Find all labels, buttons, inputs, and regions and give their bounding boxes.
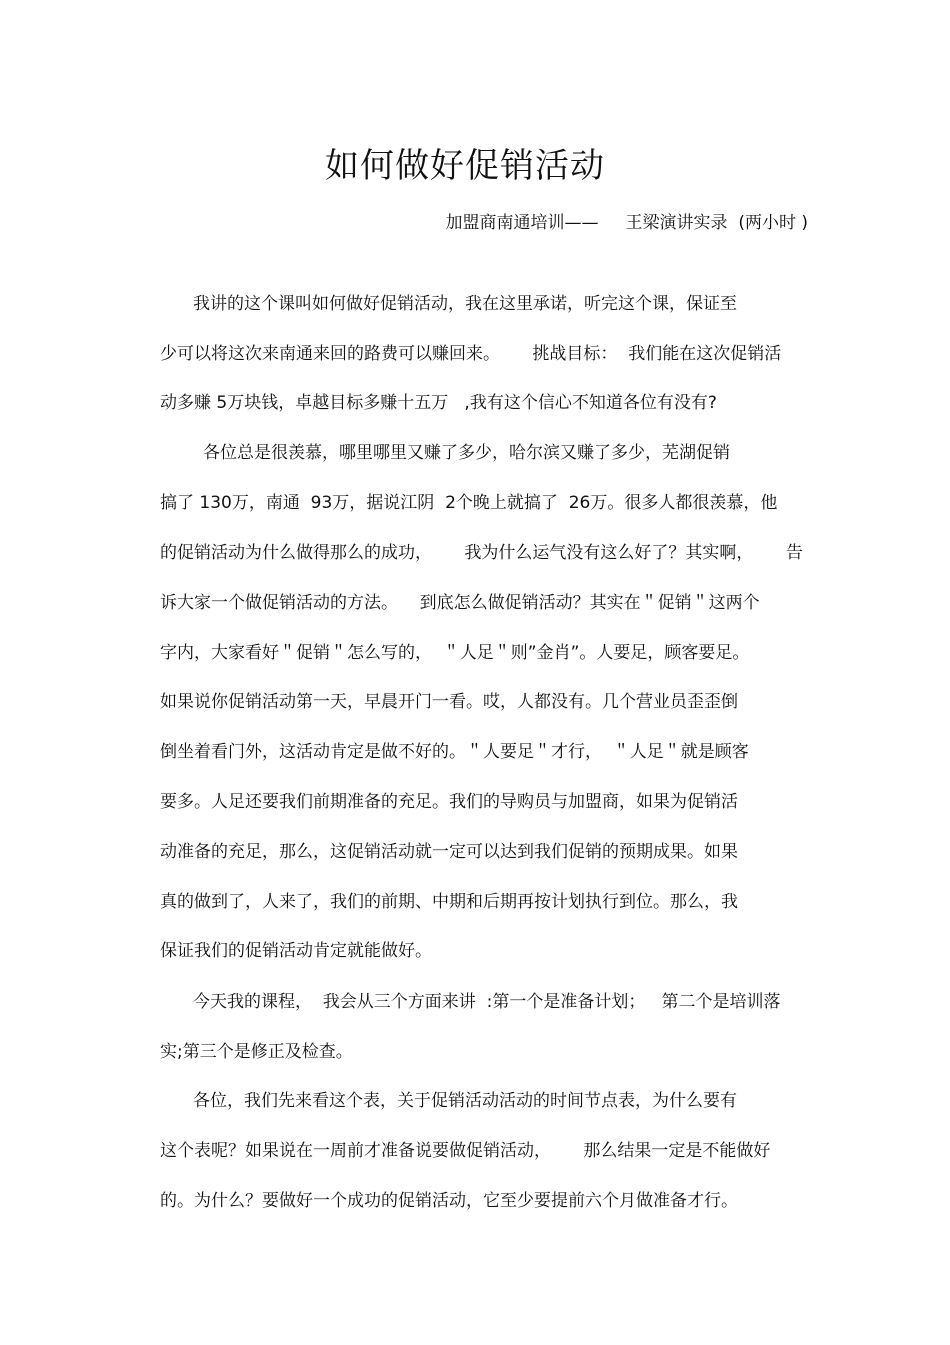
document-title: 如何做好促销活动 bbox=[325, 146, 605, 186]
paragraph-line: 保证我们的促销活动肯定就能做好。 bbox=[160, 941, 432, 961]
paragraph-line: 各位总是很羡慕，哪里哪里又赚了多少，哈尔滨又赚了多少，芜湖促销 bbox=[203, 443, 730, 463]
paragraph-line: 动多赚 5万块钱，卓越目标多赚十五万 ,我有这个信心不知道各位有没有? bbox=[160, 393, 717, 413]
paragraph-line: 倒坐着看门外，这活动肯定是做不好的。＂人要足＂才行， ＂人足＂就是顾客 bbox=[160, 742, 749, 762]
paragraph-line: 动准备的充足，那么，这促销活动就一定可以达到我们促销的预期成果。如果 bbox=[160, 842, 738, 862]
paragraph-line: 这个表呢？如果说在一周前才准备说要做促销活动， 那么结果一定是不能做好 bbox=[160, 1141, 771, 1161]
document-subtitle: 加盟商南通培训—— 王梁演讲实录 (两小时 ) bbox=[445, 213, 808, 233]
paragraph-line: 少可以将这次来南通来回的路费可以赚回来。 挑战目标： 我们能在这次促销活 bbox=[160, 344, 782, 364]
paragraph-line: 诉大家一个做促销活动的方法。 到底怎么做促销活动？其实在＂促销＂这两个 bbox=[160, 593, 760, 613]
paragraph-line: 今天我的课程， 我会从三个方面来讲 :第一个是准备计划； 第二个是培训落 bbox=[193, 992, 781, 1012]
paragraph-line: 的。为什么？要做好一个成功的促销活动，它至少要提前六个月做准备才行。 bbox=[160, 1191, 738, 1211]
paragraph-line: 的促销活动为什么做得那么的成功， 我为什么运气没有这么好了？其实啊， 告 bbox=[160, 543, 803, 563]
paragraph-line: 如果说你促销活动第一天，早晨开门一看。哎，人都没有。几个营业员歪歪倒 bbox=[160, 692, 738, 712]
paragraph-line: 实;第三个是修正及检查。 bbox=[160, 1042, 353, 1062]
paragraph-line: 要多。人足还要我们前期准备的充足。我们的导购员与加盟商，如果为促销活 bbox=[160, 792, 738, 812]
paragraph-line: 各位，我们先来看这个表，关于促销活动活动的时间节点表，为什么要有 bbox=[193, 1091, 737, 1111]
paragraph-line: 真的做到了，人来了，我们的前期、中期和后期再按计划执行到位。那么，我 bbox=[160, 892, 738, 912]
paragraph-line: 搞了 130万，南通 93万，据说江阴 2个晚上就搞了 26万。很多人都很羡慕，他 bbox=[160, 493, 778, 513]
paragraph-line: 我讲的这个课叫如何做好促销活动，我在这里承诺，听完这个课，保证至 bbox=[193, 294, 737, 314]
paragraph-line: 字内，大家看好＂促销＂怎么写的， ＂人足＂则”金肖”。人要足，顾客要足。 bbox=[160, 643, 750, 663]
